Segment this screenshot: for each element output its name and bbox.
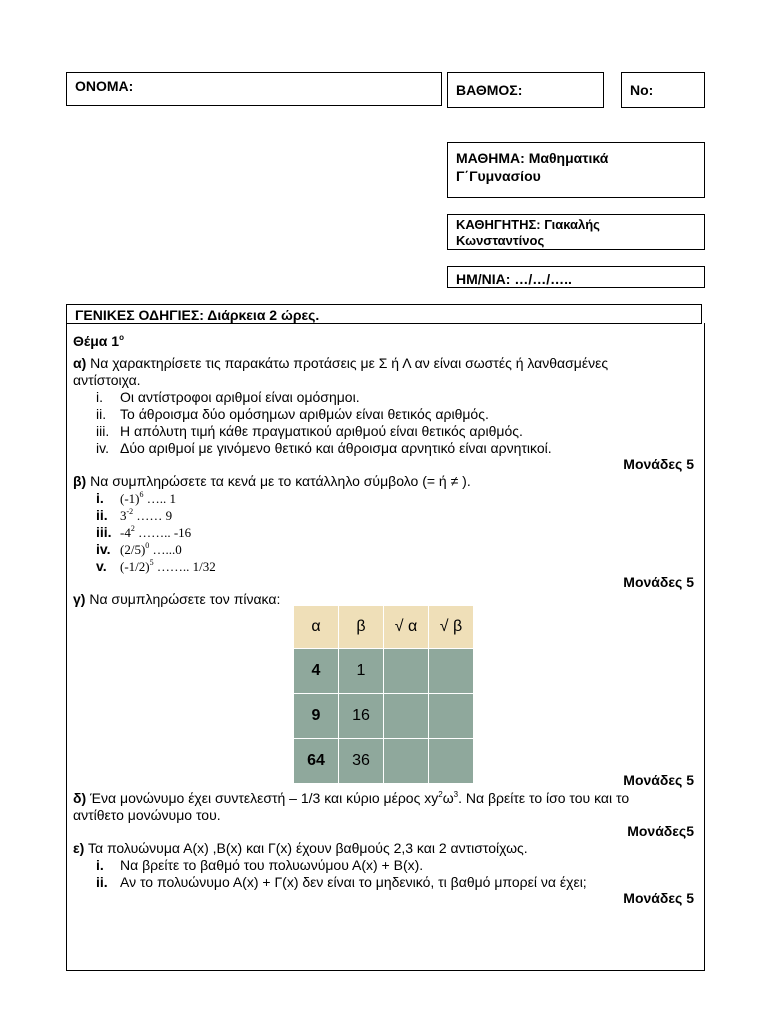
table-cell: 4 (294, 649, 339, 694)
part-d-line1: δ) Ένα μονώνυμο έχει συντελεστή – 1/3 και κύριο μέρος $xy^2\omega^3$. Να βρείτε το ίσο του και το (73, 790, 630, 806)
part-d-line2: αντίθετο μονώνυμο του. (73, 807, 221, 823)
table-header-cell: √ β (429, 606, 474, 649)
part-c-line: γ) Να συμπληρώσετε τον πίνακα: (73, 591, 281, 607)
name-label: ΟΝΟΜΑ: (75, 78, 134, 94)
instructions-text: ΓΕΝΙΚΕΣ ΟΔΗΓΙΕΣ: Διάρκεια 2 ώρες. (75, 307, 320, 323)
table-row (294, 649, 474, 694)
grade-field[interactable] (447, 72, 604, 108)
instructions-bar (66, 304, 702, 324)
table-cell-blank[interactable] (429, 739, 474, 784)
marks-a: Μονάδες 5 (623, 456, 694, 472)
marks-b: Μονάδες 5 (623, 574, 694, 590)
part-a-line1: α) Να χαρακτηρίσετε τις παρακάτω προτάσεις με Σ ή Λ αν είναι σωστές ή λανθασμένες (73, 355, 609, 371)
table-cell: 16 (339, 694, 384, 739)
teacher-line2: Κωνσταντίνος (456, 233, 545, 248)
marks-c: Μονάδες 5 (623, 772, 694, 788)
marks-e: Μονάδες 5 (623, 890, 694, 906)
table-cell-blank[interactable] (384, 694, 429, 739)
part-a-line2: αντίστοιχα. (73, 372, 141, 388)
roots-table (293, 605, 474, 784)
table-cell-blank[interactable] (429, 694, 474, 739)
table-header-cell: √ α (384, 606, 429, 649)
number-field[interactable] (621, 72, 705, 108)
date-label: ΗΜ/ΝΙΑ: …/…/….. (456, 271, 572, 287)
table-cell-blank[interactable] (429, 649, 474, 694)
table-cell: 64 (294, 739, 339, 784)
table-row (294, 694, 474, 739)
table-row (294, 739, 474, 784)
marks-d: Μονάδες5 (627, 823, 694, 839)
subject-line2: Γ΄Γυμνασίου (456, 168, 541, 184)
theme-title: Θέμα $1^o$ (73, 333, 124, 349)
part-e-line: ε) Τα πολυώνυμα Α(x) ,Β(x) και Γ(x) έχουν βαθμούς 2,3 και 2 αντιστοίχως. (73, 840, 528, 856)
table-cell: 9 (294, 694, 339, 739)
table-header-cell: α (294, 606, 339, 649)
table-cell-blank[interactable] (384, 739, 429, 784)
table-cell: 1 (339, 649, 384, 694)
date-field[interactable] (447, 266, 705, 288)
table-header-cell: β (339, 606, 384, 649)
name-field[interactable] (66, 72, 442, 106)
part-b-line: β) Να συμπληρώσετε τα κενά με το κατάλληλο σύμβολο (= ή ≠ ). (73, 473, 471, 489)
grade-label: ΒΑΘΜΟΣ: (456, 82, 523, 98)
table-cell-blank[interactable] (384, 649, 429, 694)
table-header-row (294, 606, 474, 649)
subject-line1: ΜΑΘΗΜΑ: Μαθηματικά (456, 150, 609, 166)
teacher-line1: ΚΑΘΗΓΗΤΗΣ: Γιακαλής (456, 217, 600, 232)
teacher-box (447, 214, 705, 250)
table-cell: 36 (339, 739, 384, 784)
number-label: Νο: (630, 82, 654, 98)
subject-box (447, 142, 705, 198)
